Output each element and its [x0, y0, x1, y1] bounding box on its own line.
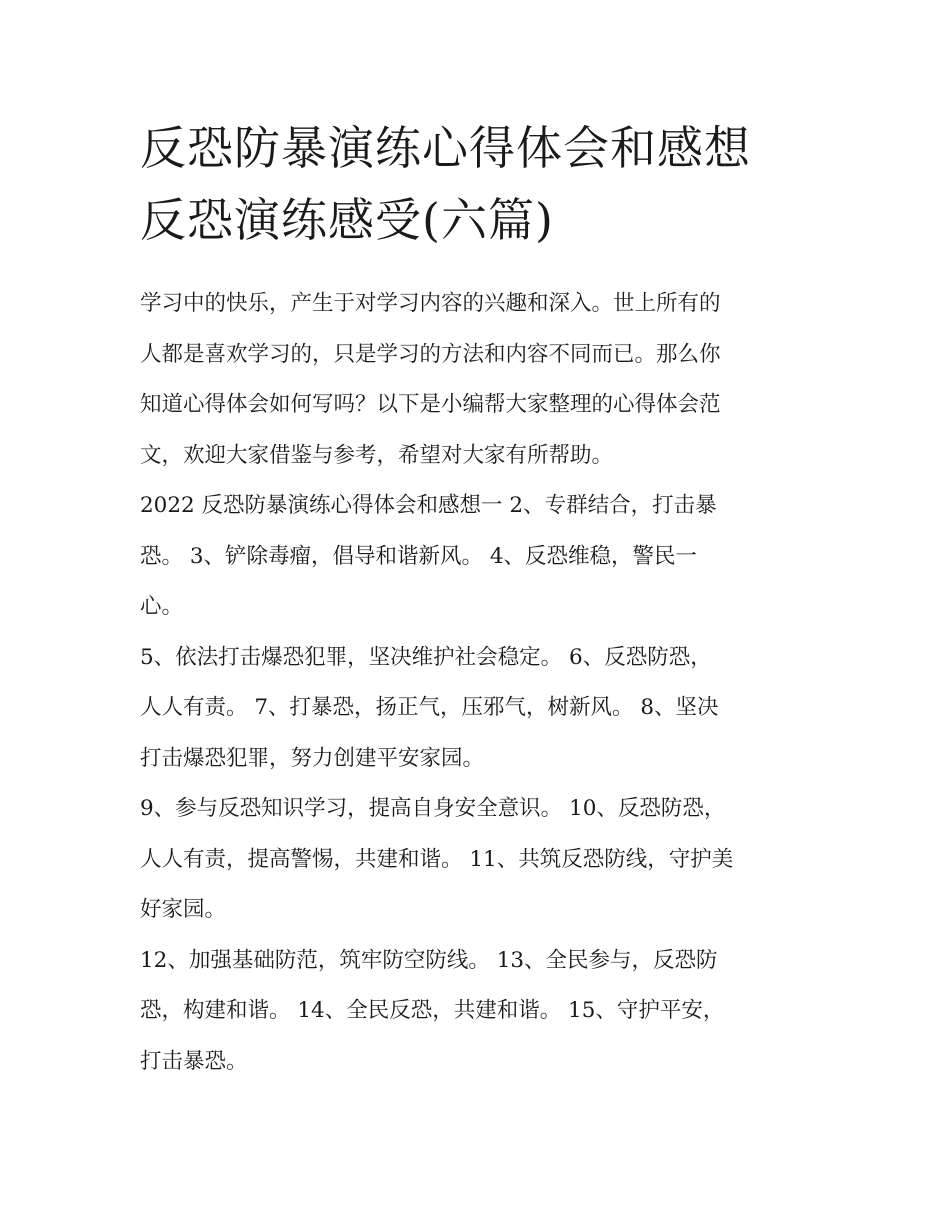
paragraph-slogans-1: 2022 反恐防暴演练心得体会和感想一 2、专群结合，打击暴 恐。 3、铲除毒瘤，倡导和谐新风。 4、反恐维稳，警民一 心。	[140, 493, 717, 619]
paragraph-slogans-4: 12、加强基础防范，筑牢防空防线。 13、全民参与，反恐防 恐，构建和谐。 14、全民反恐，共建和谐。 15、守护平安， 打击暴恐。	[140, 947, 725, 1074]
document-body	[140, 279, 830, 1087]
paragraph-slogans-3: 9、参与反恐知识学习，提高自身安全意识。 10、反恐防恐， 人人有责，提高警惕，共建和谐。 11、共筑反恐防线，守护美 好家园。	[140, 796, 734, 922]
document-title: 反恐防暴演练心得体会和感想 反恐演练感受(六篇)	[140, 121, 751, 247]
paragraph-slogans-2: 5、依法打击爆恐犯罪，坚决维护社会稳定。 6、反恐防恐， 人人有责。 7、打暴恐，扬正气，压邪气，树新风。 8、坚决 打击爆恐犯罪，努力创建平安家园。	[140, 644, 719, 771]
paragraph-intro: 学习中的快乐，产生于对学习内容的兴趣和深入。世上所有的 人都是喜欢学习的，只是学习的方法和内容不同而已。那么你 知道心得体会如何写吗？以下是小编帮大家整理的心得体会范 文，欢迎大家借鉴与参考，希望对大家有所帮助。	[140, 291, 721, 468]
